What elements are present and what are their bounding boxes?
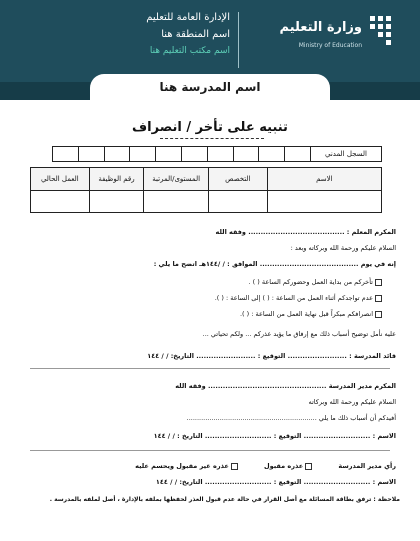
title-underline — [160, 138, 264, 139]
region-name: اسم المنطقة هنا — [161, 29, 230, 40]
principal-salutation: المكرم مدير المدرسة ................................................ وفقه الله — [175, 382, 396, 390]
col-job-number — [89, 168, 144, 212]
col-name — [267, 168, 381, 212]
registry-digit-cell[interactable] — [207, 147, 233, 161]
teacher-salutation: المكرم المعلم : ....................................... وفقه الله — [215, 228, 396, 236]
checkbox-icon[interactable] — [305, 463, 312, 470]
registry-digit-cell[interactable] — [53, 147, 78, 161]
header-divider — [238, 12, 239, 68]
decision-line — [135, 462, 396, 470]
checkbox-icon[interactable] — [231, 463, 238, 470]
option-rejected-text: عذره غير مقبول ويحسم عليه — [135, 462, 229, 470]
option-absence-text: عدم تواجدكم أثناء العمل من الساعة : ( ) إلى الساعة : ( ). — [214, 294, 373, 302]
option-accepted — [264, 462, 314, 470]
col-level — [143, 168, 208, 212]
option-late-arrival — [249, 278, 384, 286]
date-line: إنه في يوم ........................................ الموافق : / /١٤٤هـ اتضح ما يلي : — [153, 260, 396, 268]
form-title: تنبيه على تأخر / انصراف — [132, 120, 288, 135]
registry-number-row — [52, 146, 382, 162]
col-level-cell[interactable] — [144, 191, 208, 212]
registry-label: السجل المدني — [310, 147, 381, 161]
option-rejected — [135, 462, 240, 470]
principal-signature-line: قائد المدرسة : ........................ التوقيع : ........................ التاريخ: / / ١٤٤ — [147, 352, 396, 360]
ministry-name-ar: وزارة التعليم — [279, 20, 362, 35]
col-level-header: المستوى/المرتبة — [144, 168, 208, 191]
admin-name: الإدارة العامة للتعليم — [146, 12, 230, 23]
registry-digit-cell[interactable] — [78, 147, 104, 161]
option-early-leave — [240, 310, 384, 318]
request-line: عليه نأمل توضيح أسباب ذلك مع إرفاق ما يؤيد عذركم ... ولكم تحياتي ... — [202, 330, 396, 338]
section-separator — [30, 368, 390, 369]
registry-digit-cell[interactable] — [129, 147, 155, 161]
section-separator — [30, 450, 390, 451]
col-current-work — [31, 168, 89, 212]
employee-info-table — [30, 167, 382, 213]
registry-digit-cell[interactable] — [233, 147, 259, 161]
admin-block — [84, 12, 230, 56]
reply-greeting: السلام عليكم ورحمة الله وبركاته — [308, 398, 396, 406]
col-job-number-cell[interactable] — [90, 191, 144, 212]
note-line: ملاحظة : ترفق بطاقة المسائلة مع أصل القرار في حالة عدم قبول العذر لحفظها بملفه بالإدارة ، أصل لملفه بالمدرسة . — [49, 496, 400, 503]
ministry-block — [248, 12, 408, 64]
col-job-number-header: رقم الوظيفة — [90, 168, 144, 191]
registry-digit-cell[interactable] — [104, 147, 130, 161]
col-current-work-header: العمل الحالي — [31, 168, 89, 191]
col-name-header: الاسم — [268, 168, 381, 191]
option-accepted-text: عذره مقبول — [264, 462, 304, 470]
option-late-arrival-text: تأخركم من بداية العمل وحضوركم الساعة ( ) . — [248, 278, 373, 286]
office-name: اسم مكتب التعليم هنا — [149, 46, 230, 56]
greeting-line: السلام عليكم ورحمة الله وبركاته وبعد : — [290, 244, 396, 252]
option-absence — [215, 294, 384, 302]
ministry-name-en: Ministry of Education — [298, 42, 362, 49]
registry-digit-cell[interactable] — [181, 147, 207, 161]
decision-label: رأي مدير المدرسة — [338, 462, 396, 470]
director-signature-line: الاسم : ........................... التوقيع : ........................... التاريخ: / / ١٤٤ — [155, 478, 396, 486]
option-early-leave-text: انصرافكم مبكراً قبل نهاية العمل من الساعة : ( ). — [239, 310, 373, 318]
col-specialty — [208, 168, 267, 212]
checkbox-icon[interactable] — [375, 295, 382, 302]
teacher-signature-line: الاسم : ........................... التوقيع : ........................... التاريخ : / / ١٤٤ — [153, 432, 396, 440]
col-specialty-header: التخصص — [209, 168, 267, 191]
registry-digit-cell[interactable] — [284, 147, 310, 161]
reasons-line: أفيدكم أن أسباب ذلك ما يلي ............................................................... — [186, 414, 396, 422]
checkbox-icon[interactable] — [375, 311, 382, 318]
col-current-work-cell[interactable] — [31, 191, 89, 212]
col-name-cell[interactable] — [268, 191, 381, 212]
school-name-tab — [90, 74, 330, 100]
school-name: اسم المدرسة هنا — [159, 80, 261, 94]
col-specialty-cell[interactable] — [209, 191, 267, 212]
registry-digit-cell[interactable] — [155, 147, 181, 161]
registry-digit-cell[interactable] — [258, 147, 284, 161]
checkbox-icon[interactable] — [375, 279, 382, 286]
ministry-logo-icon — [368, 12, 408, 52]
